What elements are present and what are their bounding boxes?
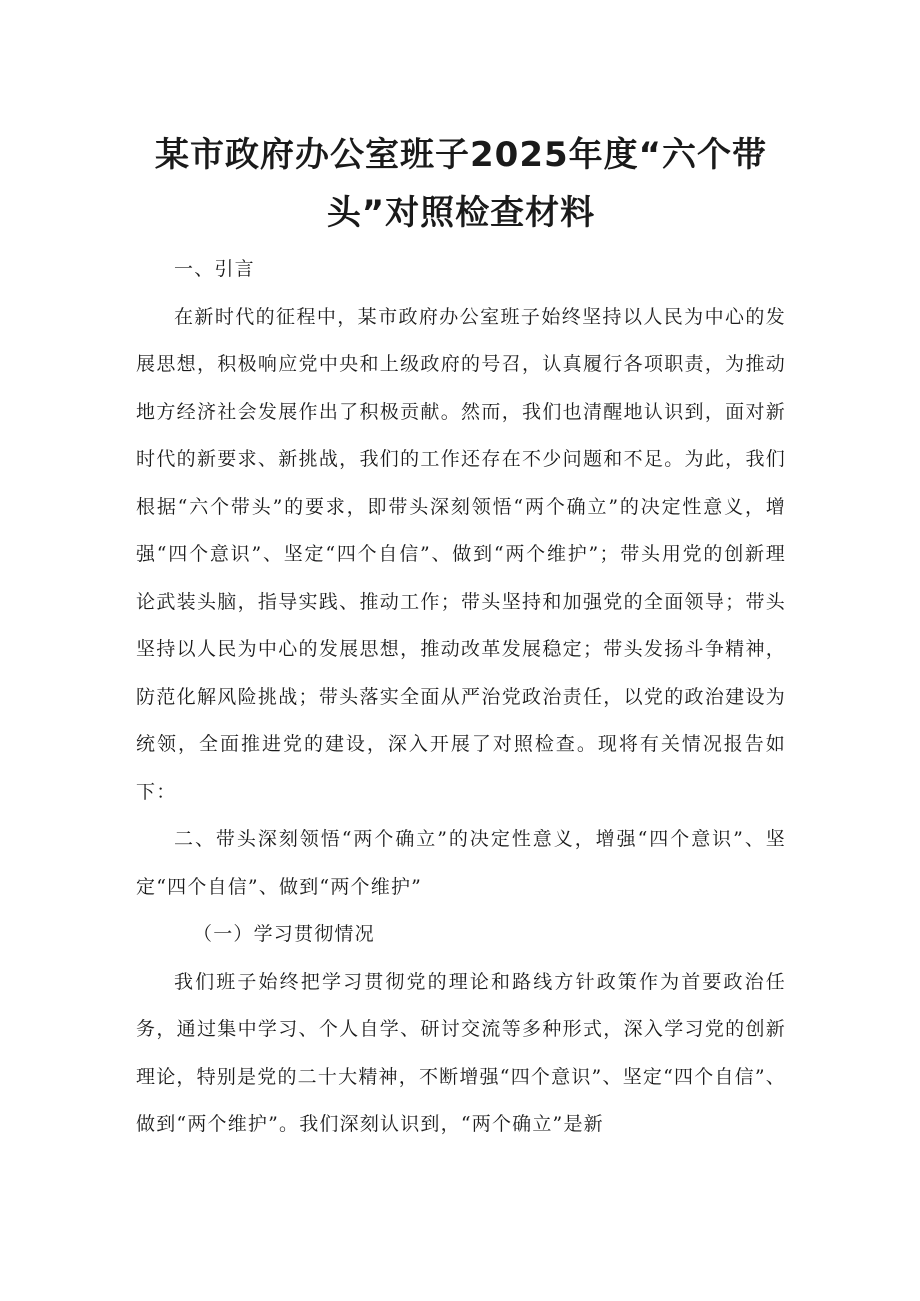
document-page (136, 126, 786, 1149)
document-title: 某市政府办公室班子2025年度“六个带头”对照检查材料 (155, 135, 767, 233)
subsection-one-paragraph: 我们班子始终把学习贯彻党的理论和路线方针政策作为首要政治任务，通过集中学习、个人自学、研讨交流等多种形式，深入学习党的创新理论，特别是党的二十大精神，不断增强“四个意识”、坚定“四个自信”、做到“两个维护”。我们深刻认识到，“两个确立”是新 (136, 970, 786, 1135)
subsection-heading-one: （一）学习贯彻情况 (193, 923, 375, 945)
section-heading-two: 二、带头深刻领悟“两个确立”的决定性意义，增强“四个意识”、坚定“四个自信”、做到“两个维护” (136, 828, 786, 898)
section-heading-intro: 一、引言 (174, 258, 255, 280)
intro-paragraph: 在新时代的征程中，某市政府办公室班子始终坚持以人民为中心的发展思想，积极响应党中央和上级政府的号召，认真履行各项职责，为推动地方经济社会发展作出了积极贡献。然而，我们也清醒地认识到，面对新时代的新要求、新挑战，我们的工作还存在不少问题和不足。为此，我们根据“六个带头”的要求，即带头深刻领悟“两个确立”的决定性意义，增强“四个意识”、坚定“四个自信”、做到“两个维护”；带头用党的创新理论武装头脑，指导实践、推动工作；带头坚持和加强党的全面领导；带头坚持以人民为中心的发展思想，推动改革发展稳定；带头发扬斗争精神，防范化解风险挑战；带头落实全面从严治党政治责任，以党的政治建设为统领，全面推进党的建设，深入开展了对照检查。现将有关情况报告如下： (136, 305, 786, 803)
